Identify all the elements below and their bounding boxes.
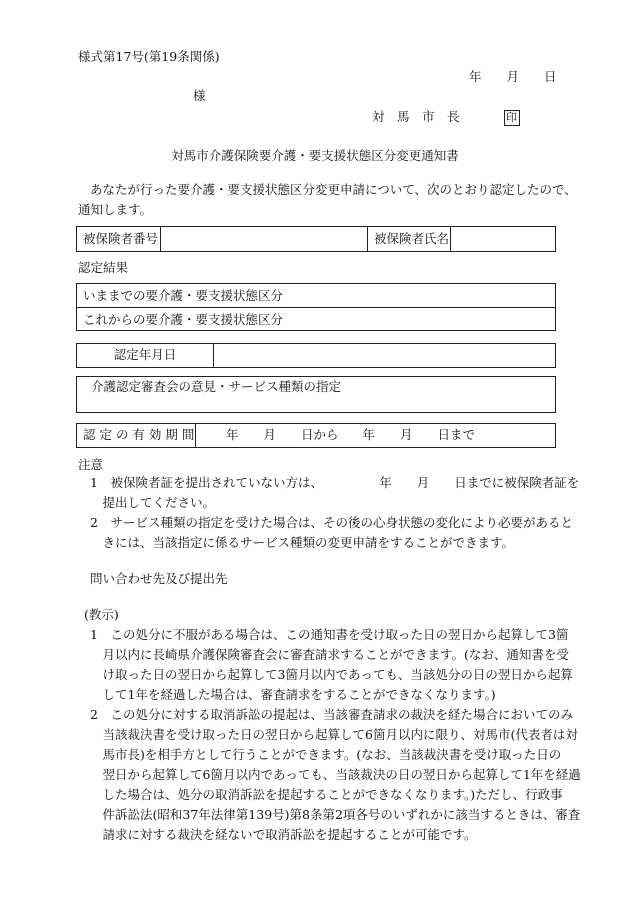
validity-to: 年 月 日まで (362, 427, 476, 443)
recipient-suffix: 様 (193, 88, 206, 103)
note-2 (90, 513, 573, 553)
result-heading: 認定結果 (78, 260, 129, 275)
form-number: 様式第17号(第19条関係) (78, 49, 220, 64)
instruction-line: 当該裁決書を受け取った日の翌日から起算して6箇月以内に限り、対馬市(代表者は対 (90, 727, 578, 742)
document-title: 対馬市介護保険要介護・要支援状態区分変更通知書 (171, 148, 459, 163)
intro-line: 通知します。 (78, 202, 153, 217)
note-line: きには、当該指定に係るサービス種類の変更申請をすることができます。 (90, 535, 515, 550)
date-line: 年 月 日 (469, 69, 557, 84)
seal-mark: 印 (504, 110, 520, 126)
validity-table (76, 423, 556, 448)
issuer-name: 対 馬 市 長 (372, 109, 460, 124)
new-status-label: これからの要介護・要支援状態区分 (83, 311, 284, 327)
instruction-line: した場合は、処分の取消訴訟を提起することができなくなります。)ただし、行政事 (90, 787, 563, 802)
note-line: 2 サービス種類の指定を受けた場合は、その後の心身状態の変化により必要があると (90, 515, 573, 530)
cert-date-table (76, 343, 556, 368)
issuer (372, 110, 520, 126)
opinion-label: 介護認定審査会の意見・サービス種類の指定 (91, 379, 342, 394)
insured-name-label: 被保険者氏名 (367, 227, 450, 251)
previous-status-label: いままでの要介護・要支援状態区分 (83, 287, 284, 303)
instruction-line: 件訴訟法(昭和37年法律第139号)第8条第2項各号のいずれかに該当するときは、審査 (90, 807, 581, 822)
status-table (76, 283, 556, 331)
cert-date-label: 認定年月日 (113, 347, 177, 363)
insured-number-label: 被保険者番号 (83, 230, 159, 246)
instruction-line: 1 この処分に不服がある場合は、この通知書を受け取った日の翌日から起算して3箇 (90, 627, 569, 642)
insured-table (76, 226, 556, 252)
opinion-box (76, 376, 556, 413)
note-line: 提出してください。 (90, 495, 216, 510)
insured-number-field[interactable] (160, 227, 367, 251)
instruction-line: 請求に対する裁決を経ないで取消訴訟を提起することが可能です。 (90, 827, 477, 842)
intro-line: あなたが行った要介護・要支援状態区分変更申請について、次のとおり認定したので、 (90, 182, 577, 197)
validity-label: 認 定 の 有 効 期 間 (83, 427, 195, 443)
contact-heading: 問い合わせ先及び提出先 (90, 571, 228, 586)
instruction-line: 馬市長)を相手方として行うことができます。(なお、当該裁決書を受け取った日の (90, 747, 562, 762)
insured-name-field[interactable] (450, 227, 555, 251)
note-line: 1 被保険者証を提出されていない方は、 年 月 日までに被保険者証を (90, 475, 580, 490)
instruction-line: 翌日から起算して6箇月以内であっても、当該裁決の日の翌日から起算して1年を経過 (90, 767, 581, 782)
instruction-1 (90, 625, 573, 705)
instruction-line: け取った日の翌日から起算して3箇月以内であっても、当該処分の日の翌日から起算 (90, 667, 573, 682)
intro-paragraph (78, 180, 577, 220)
instruction-heading: (教示) (84, 607, 119, 622)
instruction-line: 月以内に長崎県介護保険審査会に審査請求することができます。(なお、通知書を受 (90, 647, 569, 662)
instruction-2 (90, 705, 581, 845)
instruction-line: して1年を経過した場合は、審査請求をすることができなくなります。) (90, 687, 496, 702)
notes-heading: 注意 (78, 457, 104, 472)
validity-period (195, 424, 555, 447)
cert-date-field[interactable] (213, 344, 555, 367)
instruction-line: 2 この処分に対する取消訴訟の提起は、当該審査請求の裁決を経た場合においてのみ (90, 707, 573, 722)
note-1 (90, 473, 579, 513)
validity-from: 年 月 日から (226, 427, 339, 443)
